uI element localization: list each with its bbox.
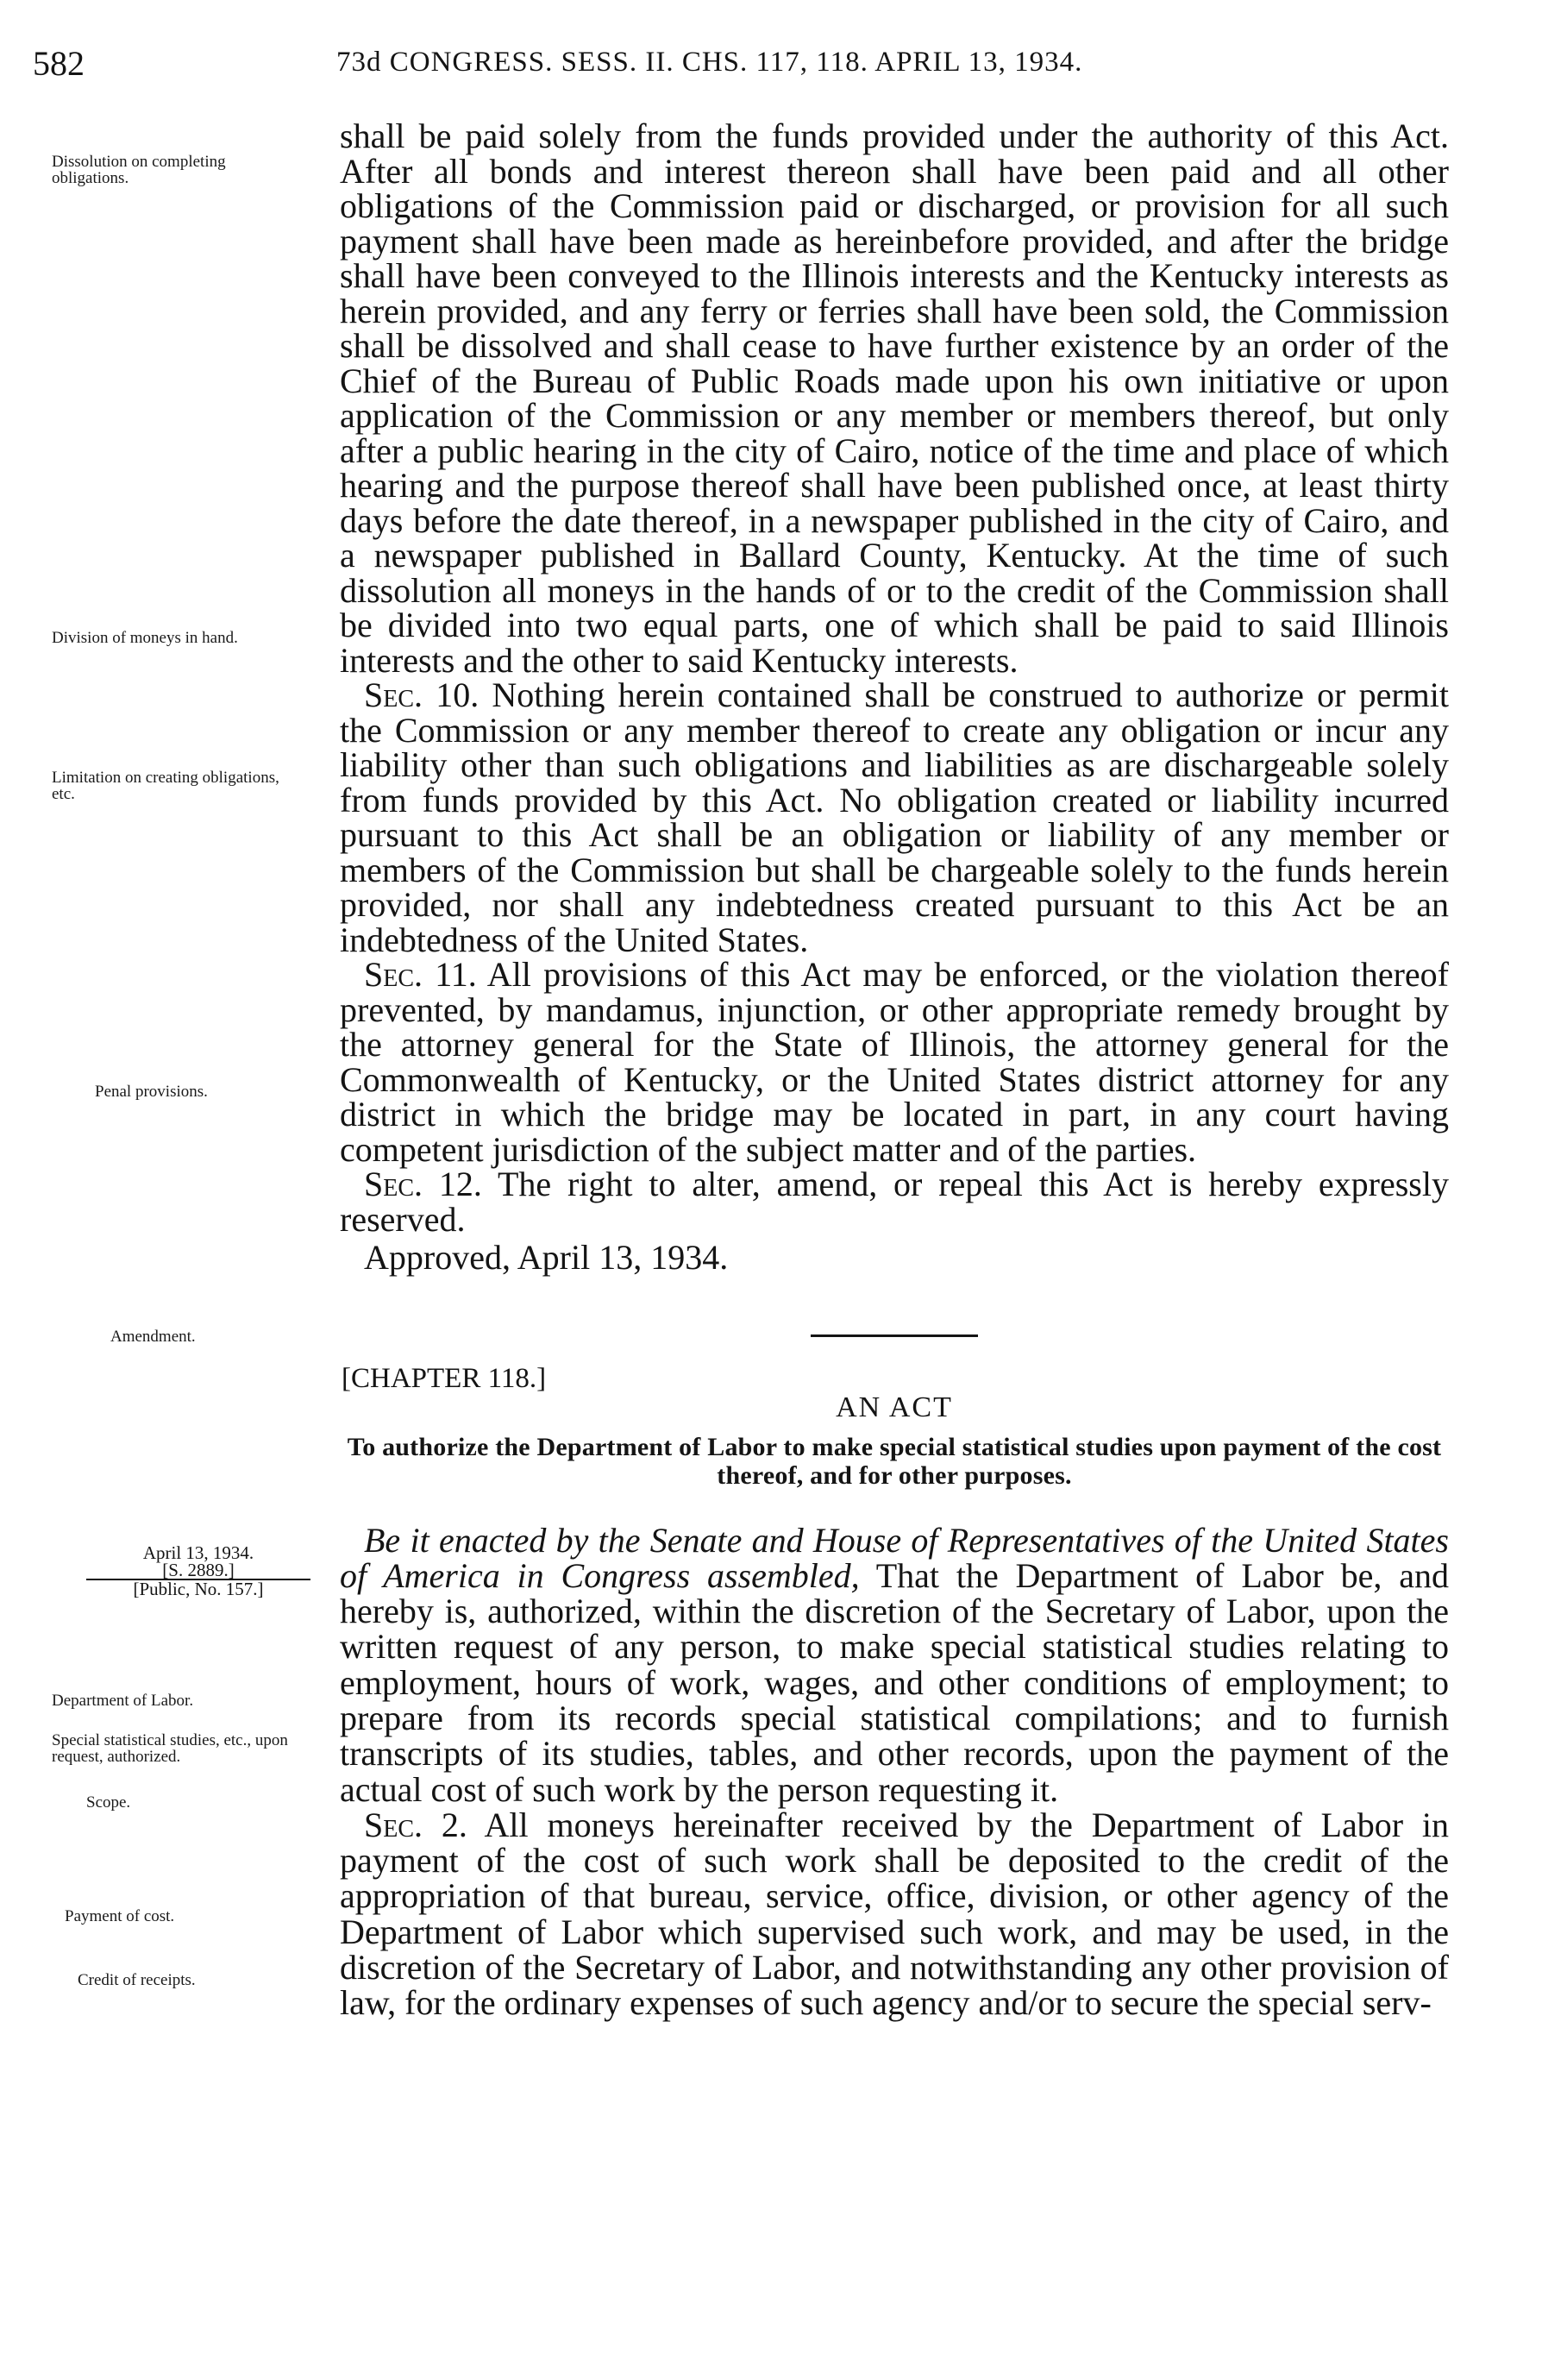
public-number: [Public, No. 157.] xyxy=(133,1579,264,1599)
margin-note-scope: Scope. xyxy=(86,1793,131,1812)
section-2-text: All moneys hereinafter received by the Department of Labor in payment of the cost of such work shall be deposited to the credit of the appropriation of that bureau, service, office, division, or other agency of the Department of Labor which supervised such work, and may be used, in the discretion of the Secretary of Labor, and notwithstanding any other provision of law, for the ordinary expenses of such agency and/or to secure the special serv- xyxy=(340,1805,1450,2023)
section-2-label: Sec. 2. xyxy=(364,1805,467,1844)
bill-info xyxy=(86,1544,310,1598)
section-1 xyxy=(340,1520,1449,1809)
chapter-label: [CHAPTER 118.] xyxy=(342,1362,547,1394)
margin-note-payment: Payment of cost. xyxy=(65,1907,175,1925)
section-11 xyxy=(340,955,1449,1169)
page-number: 582 xyxy=(33,44,85,83)
section-10-text: Nothing herein contained shall be construed to authorize or permit the Commission or any member thereof to create any obligation or incur any liability other than such obligations and liabilities as are dischargeable solely from funds provided by this Act. No obligation created or liability incurred pursuant to this Act shall be an obligation or liability of any member or members of the Commission but shall be chargeable solely to the funds herein provided, nor shall any indebtedness created pursuant to this Act be an indebtedness of the United States. xyxy=(340,675,1449,959)
enacting-clause: Be it enacted by the Senate and House of Representatives of the United States of America in Congress assembled, xyxy=(340,1520,1449,1595)
section-2 xyxy=(340,1807,1449,2021)
margin-note-division: Division of moneys in hand. xyxy=(52,629,238,647)
bill-date: April 13, 1934. xyxy=(142,1542,254,1563)
section-12-label: Sec. 12. xyxy=(364,1165,482,1203)
section-11-label: Sec. 11. xyxy=(364,955,477,994)
margin-note-penal: Penal provisions. xyxy=(95,1083,208,1101)
an-act-heading: AN ACT xyxy=(836,1391,953,1423)
section-1-text: That the Department of Labor be, and hereby is, authorized, within the discretion of the Secretary of Labor, upon the written request of any person, to make special statistical studies relating to employment, hours of work, wages, and other conditions of employment; to prepare from its records special statistical compilations; and to furnish transcripts of its studies, tables, and other records, upon the payment of the actual cost of such work by the person requesting it. xyxy=(340,1555,1449,1809)
margin-note-department: Department of Labor. xyxy=(52,1692,194,1710)
margin-note-credit: Credit of receipts. xyxy=(78,1971,196,1989)
section-12 xyxy=(340,1167,1449,1237)
margin-note-limitation: Limitation on creating obligations, etc. xyxy=(52,769,279,803)
section-11-text: All provisions of this Act may be enforced, or the violation thereof prevented, by mandamus, injunction, or other appropriate remedy brought by the attorney general for the State of Illinois, the attorney general for the Commonwealth of Kentucky, or the United States district attorney for any district in which the bridge may be located in part, in any court having competent jurisdiction of the subject matter and of the parties. xyxy=(340,955,1449,1169)
paragraph-continued: shall be paid solely from the funds provided under the authority of this Act. After all bonds and interest thereon shall have been paid and all other obligations of the Commission paid or discharged, or provision for all such payment shall have been made as hereinbefore provided, and after the bridge shall have been conveyed to the Illinois interests and the Kentucky interests as herein provided, and any ferry or ferries shall have been sold, the Commission shall be dissolved and shall cease to have further existence by an order of the Chief of the Bureau of Public Roads made upon his own initiative or upon application of the Commission or any member or members thereof, but only after a public hearing in the city of Cairo, notice of the time and place of which hearing and the purpose thereof shall have been published once, at least thirty days before the date thereof, in a newspaper published in the city of Cairo, and a newspaper published in Ballard County, Kentucky. At the time of such dissolution all moneys in the hands of or to the credit of the Commission shall be divided into two equal parts, one of which shall be paid to said Illinois interests and the other to said Kentucky interests. xyxy=(340,116,1449,680)
approval-line xyxy=(340,1240,1449,1276)
section-12-text: The right to alter, amend, or repeal this Act is hereby expressly reserved. xyxy=(340,1165,1449,1239)
page-header xyxy=(0,43,1542,95)
running-title: 73d CONGRESS. SESS. II. CHS. 117, 118. APRIL 13, 1934. xyxy=(336,47,1083,78)
act-purpose: To authorize the Department of Labor to make special statistical studies upon payment of the cost thereof, and for other purposes. xyxy=(347,1432,1442,1490)
margin-note-dissolution: Dissolution on completing obligations. xyxy=(52,153,226,187)
margin-note-amendment: Amendment. xyxy=(110,1328,196,1346)
section-10-label: Sec. 10. xyxy=(364,675,480,714)
bill-number: [S. 2889.] xyxy=(162,1560,235,1580)
main-text-column xyxy=(340,116,1450,2023)
approved-text: Approved, April 13, 1934. xyxy=(364,1238,729,1277)
chapter-118-body xyxy=(340,1520,1450,2023)
section-divider xyxy=(811,1334,978,1337)
margin-note-special-studies: Special statistical studies, etc., upon request, authorized. xyxy=(52,1731,288,1766)
section-10 xyxy=(340,675,1449,959)
